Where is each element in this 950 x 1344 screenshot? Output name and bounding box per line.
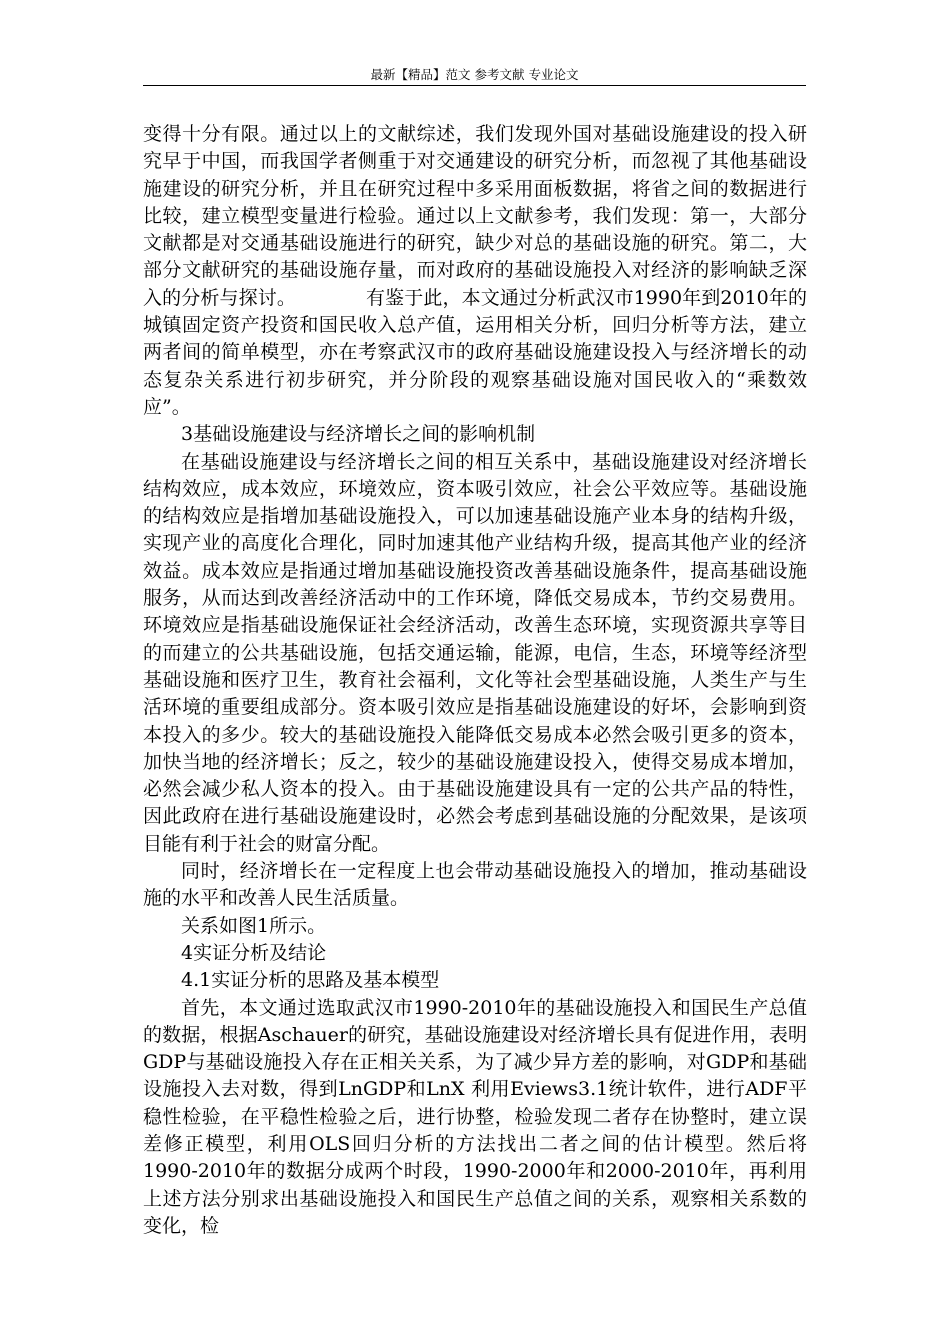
paragraph-mechanism: 在基础设施建设与经济增长之间的相互关系中，基础设施建设对经济增长结构效应，成本效应，环境效应，资本吸引效应，社会公平效应等。基础设施的结构效应是指增加基础设施投入，可以加速基础设施产业本身的结构升级，实现产业的高度化合理化，同时加速其他产业结构升级，提高其他产业的经济效益。成本效应是指通过增加基础设施投资改善基础设施条件，提高基础设施服务，从而达到改善经济活动中的工作环境，降低交易成本，节约交易费用。环境效应是指基础设施保证社会经济活动，改善生态环境，实现资源共享等目的而建立的公共基础设施，包括交通运输，能源，电信，生态，环境等经济型基础设施和医疗卫生，教育社会福利，文化等社会型基础设施，人类生产与生活环境的重要组成部分。资本吸引效应是指基础设施建设的好坏，会影响到资本投入的多少。较大的基础设施投入能降低交易成本必然会吸引更多的资本，加快当地的经济增长；反之，较少的基础设施建设投入，使得交易成本增加，必然会减少私人资本的投入。由于基础设施建设具有一定的公共产品的特性，因此政府在进行基础设施建设时，必然会考虑到基础设施的分配效果，是该项目能有利于社会的财富分配。	[143, 450, 807, 855]
paragraph-figure-ref: 关系如图1所示。	[181, 914, 327, 937]
paragraph-text: 有鉴于此，本文通过分析武汉市1990年到2010年的城镇固定资产投资和国民收入总产值，运用相关分析，回归分析等方法，建立两者间的简单模型，亦在考察武汉市的政府基础设施建设投入与经济增长的动态复杂关系进行初步研究，并分阶段的观察基础设施对国民收入的“乘数效应”。	[143, 286, 807, 418]
paragraph-method: 首先，本文通过选取武汉市1990-2010年的基础设施投入和国民生产总值的数据，根据Aschauer的研究，基础设施建设对经济增长具有促进作用，表明GDP与基础设施投入存在正相关关系，为了减少异方差的影响，对GDP和基础设施投入去对数，得到LnGDP和LnX 利用Eviews3.1统计软件，进行ADF平稳性检验，在平稳性检验之后，进行协整，检验发现二者存在协整时，建立误差修正模型，利用OLS回归分析的方法找出二者之间的估计模型。然后将1990-2010年的数据分成两个时段，1990-2000年和2000-2010年，再利用上述方法分别求出基础设施投入和国民生产总值之间的关系，观察相关系数的变化，检	[143, 996, 807, 1237]
page-header: 最新【精品】范文 参考文献 专业论文	[370, 67, 579, 82]
section-heading-3: 3基础设施建设与经济增长之间的影响机制	[181, 423, 536, 446]
header-rule	[143, 85, 806, 86]
document-body	[143, 121, 807, 1240]
section-heading-4-1: 4.1实证分析的思路及基本模型	[181, 969, 440, 992]
paragraph-economic-growth: 同时，经济增长在一定程度上也会带动基础设施投入的增加，推动基础设施的水平和改善人民生活质量。	[143, 860, 807, 910]
paragraph-text: 变得十分有限。通过以上的文献综述，我们发现外国对基础设施建设的投入研究早于中国，而我国学者侧重于对交通建设的研究分析，而忽视了其他基础设施建设的研究分析，并且在研究过程中多采用面板数据，将省之间的数据进行比较，建立模型变量进行检验。通过以上文献参考，我们发现：第一，大部分文献都是对交通基础设施进行的研究，缺少对总的基础设施的研究。第二，大部分文献研究的基础设施存量，而对政府的基础设施投入对经济的影响缺乏深入的分析与探讨。	[143, 123, 807, 309]
paragraph-literature-summary	[143, 121, 807, 421]
section-heading-4: 4实证分析及结论	[181, 941, 327, 964]
